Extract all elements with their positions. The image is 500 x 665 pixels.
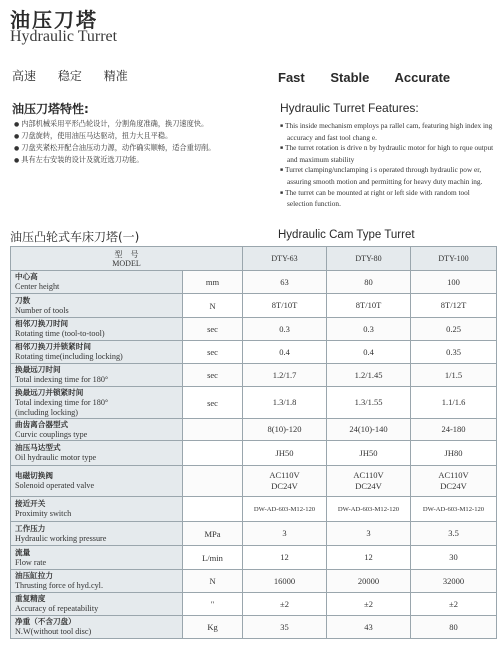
parameter-name-zh: 油压马达型式 (15, 443, 61, 452)
value-line: AC110V (269, 470, 300, 480)
model-header-en: MODEL (112, 258, 141, 268)
value-cell: ±2 (243, 593, 327, 616)
parameter-name-en: Total indexing time for 180° (15, 397, 109, 407)
model-header (11, 247, 243, 271)
parameter-name-zh: 相邻刀换刀时间 (15, 319, 69, 328)
value-cell: 12 (243, 546, 327, 570)
spec-table (10, 246, 497, 639)
parameter-name-zh: 换最远刀并锁紧时间 (15, 387, 84, 397)
table-row (11, 364, 497, 387)
parameter-name-en: Rotating time (tool-to-tool) (15, 329, 105, 338)
parameter-name (11, 419, 183, 441)
value-cell (243, 466, 327, 497)
value-cell: 0.4 (243, 341, 327, 364)
value-cell: 63 (243, 271, 327, 294)
value-line: DC24V (271, 481, 298, 491)
parameter-name-en: Proximity switch (15, 509, 72, 518)
parameter-name (11, 546, 183, 570)
parameter-name-en: Rotating time(including locking) (15, 352, 123, 361)
tagline-en-item: Stable (330, 70, 370, 85)
unit-cell: sec (183, 364, 243, 387)
features-en-list (280, 121, 495, 210)
value-cell: 1.3/1.8 (243, 387, 327, 419)
parameter-name-zh: 流量 (15, 547, 31, 557)
tagline-en-item: Fast (278, 70, 305, 85)
model-column-header: DTY-100 (411, 247, 497, 271)
parameter-name (11, 318, 183, 341)
parameter-name-zh: 电磁切换阀 (15, 471, 53, 480)
unit-cell (183, 497, 243, 522)
value-cell: 1.2/1.7 (243, 364, 327, 387)
parameter-name-zh: 接近开关 (15, 499, 46, 508)
parameter-name-en: Flow rate (15, 557, 47, 567)
table-row (11, 387, 497, 419)
parameter-name-zh: 刀数 (15, 295, 31, 305)
value-cell: 80 (327, 271, 411, 294)
tagline-en (278, 70, 472, 85)
parameter-name-en: Oil hydraulic motor type (15, 453, 97, 462)
table-row (11, 570, 497, 593)
table-row (11, 341, 497, 364)
parameter-name-en: Solenoid operated valve (15, 481, 95, 490)
value-line: AC110V (438, 470, 469, 480)
value-cell: ±2 (411, 593, 497, 616)
parameter-name-zh: 重复精度 (15, 594, 46, 603)
unit-cell: sec (183, 387, 243, 419)
parameter-name (11, 616, 183, 639)
value-cell: 80 (411, 616, 497, 639)
model-column-header: DTY-63 (243, 247, 327, 271)
table-row (11, 441, 497, 466)
spec-table-body (11, 271, 497, 639)
features-zh-list (14, 118, 259, 166)
parameter-name-zh: 工作压力 (15, 523, 46, 533)
value-line: AC110V (353, 470, 384, 480)
value-cell: 0.35 (411, 341, 497, 364)
value-cell: 16000 (243, 570, 327, 593)
value-cell: DW-AD-603-M12-120 (243, 497, 327, 522)
unit-cell (183, 466, 243, 497)
unit-cell: sec (183, 341, 243, 364)
value-cell: 100 (411, 271, 497, 294)
unit-cell: N (183, 294, 243, 318)
value-cell (411, 466, 497, 497)
table-row (11, 271, 497, 294)
section-title-en: Hydraulic Cam Type Turret (278, 229, 415, 241)
parameter-name (11, 497, 183, 522)
features-en-item: ■ Turret clamping/unclamping i s operated through hydraulic pow er, assuring smooth motion and permitting for heavy duty machin ing. (280, 165, 495, 187)
value-cell: DW-AD-603-M12-120 (327, 497, 411, 522)
table-row (11, 294, 497, 318)
parameter-name-zh: 油压缸拉力 (15, 571, 53, 580)
parameter-name-en: Number of tools (15, 305, 69, 315)
parameter-name (11, 593, 183, 616)
features-en-item: ■ This inside mechanism employs pa rallel cam, featuring high index ing accuracy and fast tool chang e. (280, 121, 495, 143)
tagline-en-item: Accurate (394, 70, 451, 85)
tagline-zh-item: 高速 (12, 69, 37, 83)
parameter-name-zh: 曲齿离合器型式 (15, 419, 69, 429)
value-cell: JH80 (411, 441, 497, 466)
value-cell: 0.25 (411, 318, 497, 341)
parameter-name-zh: 净重（不含刀盘） (15, 617, 76, 626)
value-cell: 1.1/1.6 (411, 387, 497, 419)
unit-cell: Kg (183, 616, 243, 639)
features-zh-item: ● 内部机械采用平形凸轮设计，分割角度准确，换刀速度快。 (14, 118, 259, 130)
parameter-name (11, 522, 183, 546)
value-cell: ±2 (327, 593, 411, 616)
unit-cell: mm (183, 271, 243, 294)
parameter-name (11, 441, 183, 466)
parameter-name (11, 294, 183, 318)
parameter-name-en: Center height (15, 282, 60, 291)
features-en-item: ■ The turret can be mounted at right or left side with random tool selection function. (280, 188, 495, 210)
value-cell: 0.3 (243, 318, 327, 341)
features-en-title: Hydraulic Turret Features: (280, 101, 419, 115)
tagline-zh-item: 稳定 (57, 69, 82, 83)
unit-cell: " (183, 593, 243, 616)
table-row (11, 593, 497, 616)
unit-cell: N (183, 570, 243, 593)
parameter-name (11, 341, 183, 364)
value-cell: 0.3 (327, 318, 411, 341)
value-cell: 1.3/1.55 (327, 387, 411, 419)
value-cell: 1.2/1.45 (327, 364, 411, 387)
value-cell: 30 (411, 546, 497, 570)
value-cell: 8T/12T (411, 294, 497, 318)
parameter-name (11, 570, 183, 593)
value-cell: 1/1.5 (411, 364, 497, 387)
table-row (11, 522, 497, 546)
table-row (11, 616, 497, 639)
value-cell: 24-180 (411, 419, 497, 441)
value-cell: 35 (243, 616, 327, 639)
parameter-name-en: N.W(without tool disc) (15, 627, 92, 636)
value-cell: JH50 (243, 441, 327, 466)
parameter-name (11, 466, 183, 497)
parameter-name-zh: 相邻刀换刀并锁紧时间 (15, 342, 91, 351)
parameter-name-en: Total indexing time for 180° (15, 375, 109, 384)
value-cell: 3 (243, 522, 327, 546)
model-header-zh: 型 号 (114, 249, 139, 259)
value-cell: 8(10)-120 (243, 419, 327, 441)
parameter-name-en-note: (including locking) (15, 407, 78, 417)
value-cell: 43 (327, 616, 411, 639)
value-cell: 32000 (411, 570, 497, 593)
section-title-zh: 油压凸轮式车床刀塔(一) (10, 230, 140, 244)
value-line: DC24V (440, 481, 467, 491)
value-cell: 3.5 (411, 522, 497, 546)
value-cell: 20000 (327, 570, 411, 593)
table-row (11, 419, 497, 441)
page-title-zh: 油压刀塔 (10, 8, 98, 32)
tagline-zh-item: 精准 (103, 69, 128, 83)
parameter-name-en: Curvic couplings type (15, 429, 88, 439)
unit-cell (183, 441, 243, 466)
value-cell: 8T/10T (243, 294, 327, 318)
parameter-name-zh: 换最远刀时间 (15, 365, 61, 374)
value-line: DC24V (355, 481, 382, 491)
spec-table-header (11, 247, 497, 271)
table-row (11, 318, 497, 341)
unit-cell: L/min (183, 546, 243, 570)
parameter-name (11, 271, 183, 294)
value-cell: 0.4 (327, 341, 411, 364)
parameter-name (11, 387, 183, 419)
table-row (11, 497, 497, 522)
features-zh-item: ● 刀盘旋转，使用油压马达驱动，扭力大且平稳。 (14, 130, 259, 142)
parameter-name-en: Accuracy of repeatability (15, 604, 99, 613)
table-row (11, 546, 497, 570)
features-en-item: ■ The turret rotation is drive n by hydraulic motor for high to rque output and maximum stability (280, 143, 495, 165)
parameter-name (11, 364, 183, 387)
features-zh-item: ● 具有左右安装的设计及就近选刀功能。 (14, 154, 259, 166)
parameter-name-zh: 中心高 (15, 272, 38, 281)
tagline-zh (12, 67, 146, 84)
page-title-en: Hydraulic Turret (10, 28, 118, 45)
value-cell: DW-AD-603-M12-120 (411, 497, 497, 522)
features-zh-item: ● 刀盘夹紧松开配合油压动力源，动作确实顺畅，适合重切削。 (14, 142, 259, 154)
value-cell: 3 (327, 522, 411, 546)
table-row (11, 466, 497, 497)
unit-cell: MPa (183, 522, 243, 546)
value-cell: JH50 (327, 441, 411, 466)
parameter-name-en: Thrusting force of hyd.cyl. (15, 581, 103, 590)
parameter-name-en: Hydraulic working pressure (15, 533, 107, 543)
value-cell: 12 (327, 546, 411, 570)
unit-cell: sec (183, 318, 243, 341)
value-cell: 24(10)-140 (327, 419, 411, 441)
model-column-header: DTY-80 (327, 247, 411, 271)
value-cell (327, 466, 411, 497)
unit-cell (183, 419, 243, 441)
features-zh-title: 油压刀塔特性: (12, 102, 89, 116)
value-cell: 8T/10T (327, 294, 411, 318)
